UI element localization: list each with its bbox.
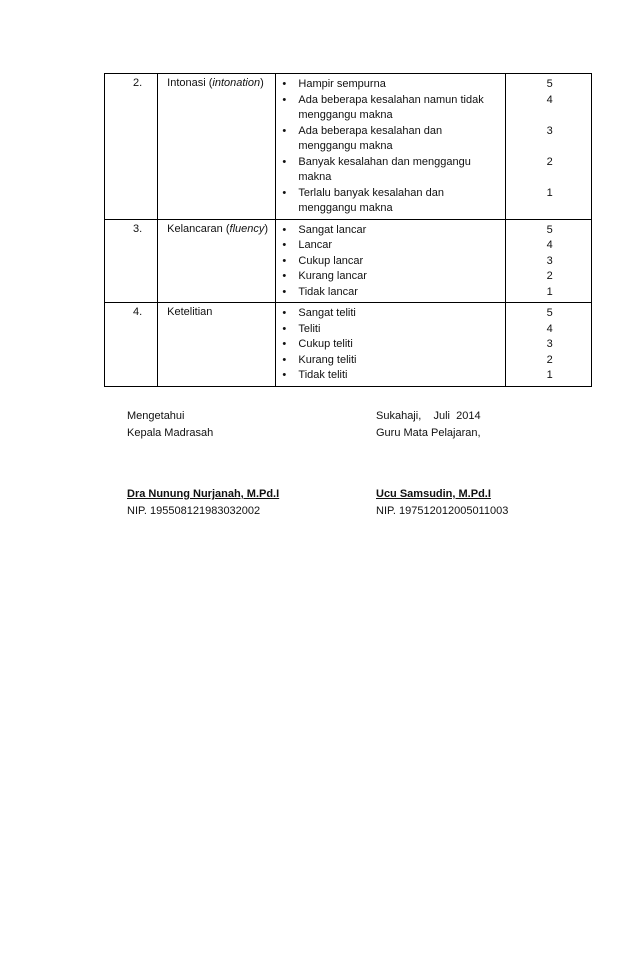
signature-right (376, 408, 508, 520)
bullet-icon: • (282, 322, 287, 335)
principal-nip: NIP. 195508121983032002 (127, 505, 261, 517)
row-number: 3. (105, 219, 158, 303)
principal-title: Kepala Madrasah (127, 427, 214, 439)
criteria-item (282, 368, 501, 384)
acknowledged-label: Mengetahui (127, 410, 185, 422)
aspect-label: Intonasi (167, 77, 206, 89)
criteria-text: menggangu makna (298, 202, 393, 214)
bullet-icon: • (282, 186, 287, 199)
bullet-icon: • (282, 78, 287, 90)
score-spacer (512, 139, 587, 155)
criteria-list (282, 77, 501, 217)
bullet-icon: • (282, 353, 287, 366)
criteria-cell (276, 303, 506, 387)
criteria-item (282, 306, 501, 322)
criteria-cell (276, 219, 506, 303)
criteria-item (282, 124, 501, 155)
criteria-item (282, 269, 501, 285)
score-value: 5 (546, 307, 553, 319)
aspect-english-label: intonation (212, 77, 261, 89)
criteria-text: Lancar (298, 239, 333, 251)
score-cell (506, 74, 592, 220)
teacher-title: Guru Mata Pelajaran, (376, 427, 481, 439)
criteria-text: Hampir sempurna (298, 78, 386, 90)
score-value: 2 (546, 353, 553, 366)
bullet-icon: • (282, 270, 287, 282)
criteria-text: Terlalu banyak kesalahan dan (298, 186, 444, 199)
criteria-item (282, 223, 501, 239)
principal-name: Dra Nunung Nurjanah, M.Pd.I (127, 488, 280, 500)
score-list (512, 306, 587, 384)
table-row (105, 303, 592, 387)
signature-left (127, 408, 279, 520)
score-value: 3 (546, 254, 553, 267)
teacher-name: Ucu Samsudin, M.Pd.I (376, 488, 491, 500)
score-list (512, 77, 587, 201)
bullet-icon: • (282, 307, 287, 319)
bullet-icon: • (282, 223, 287, 236)
criteria-text: Sangat lancar (298, 223, 367, 236)
criteria-item (282, 353, 501, 369)
criteria-item (282, 322, 501, 338)
criteria-text: Banyak kesalahan dan menggangu (298, 155, 471, 168)
table-row (105, 219, 592, 303)
criteria-text: Cukup teliti (298, 338, 353, 350)
score-cell (506, 219, 592, 303)
criteria-item (282, 155, 501, 186)
score-value: 4 (546, 322, 553, 335)
place-date: Sukahaji, Juli 2014 (376, 410, 481, 422)
score-value: 1 (546, 285, 553, 298)
criteria-text: Ada beberapa kesalahan dan (298, 124, 443, 137)
score-list (512, 223, 587, 301)
criteria-item (282, 285, 501, 301)
table-row (105, 74, 592, 220)
score-value: 4 (546, 93, 553, 106)
row-number: 4. (105, 303, 158, 387)
score-value: 1 (546, 369, 553, 381)
score-cell (506, 303, 592, 387)
score-value: 3 (546, 338, 553, 350)
bullet-icon: • (282, 155, 287, 168)
bullet-icon: • (282, 338, 287, 350)
aspect-label: Kelancaran (167, 222, 223, 235)
criteria-text: Sangat teliti (298, 307, 356, 319)
criteria-text: makna (298, 171, 332, 183)
score-value: 5 (546, 78, 553, 90)
score-spacer (512, 108, 587, 124)
teacher-nip: NIP. 197512012005011003 (376, 505, 509, 517)
aspect-cell: Intonasi (intonation) (158, 74, 276, 220)
criteria-item (282, 238, 501, 254)
criteria-item (282, 254, 501, 270)
criteria-list (282, 306, 501, 384)
criteria-text: Teliti (298, 322, 321, 335)
criteria-text: Kurang teliti (298, 353, 357, 366)
bullet-icon: • (282, 254, 287, 267)
aspect-cell (158, 303, 276, 387)
criteria-text: Kurang lancar (298, 270, 367, 282)
aspect-cell: Kelancaran (fluency) (158, 219, 276, 303)
bullet-icon: • (282, 369, 287, 381)
score-spacer (512, 170, 587, 186)
criteria-text: menggangu makna (298, 109, 393, 121)
row-number: 2. (105, 74, 158, 220)
criteria-item (282, 337, 501, 353)
criteria-item (282, 186, 501, 217)
aspect-label: Ketelitian (167, 306, 213, 318)
criteria-text: Cukup lancar (298, 254, 364, 267)
score-value: 3 (546, 124, 553, 137)
bullet-icon: • (282, 239, 287, 251)
bullet-icon: • (282, 285, 287, 298)
criteria-text: Tidak lancar (298, 285, 358, 298)
score-value: 1 (546, 186, 553, 199)
bullet-icon: • (282, 93, 287, 106)
criteria-text: Ada beberapa kesalahan namun tidak (298, 93, 484, 106)
criteria-cell (276, 74, 506, 220)
score-value: 2 (546, 270, 553, 282)
criteria-text: Tidak teliti (298, 369, 348, 381)
criteria-text: menggangu makna (298, 140, 393, 152)
aspect-english-label: fluency (229, 222, 265, 235)
score-value: 5 (546, 223, 553, 236)
criteria-list (282, 223, 501, 301)
score-value: 2 (546, 155, 553, 168)
criteria-item (282, 93, 501, 124)
assessment-rubric-table (104, 73, 592, 387)
score-value: 4 (546, 239, 553, 251)
bullet-icon: • (282, 124, 287, 137)
criteria-item (282, 77, 501, 93)
